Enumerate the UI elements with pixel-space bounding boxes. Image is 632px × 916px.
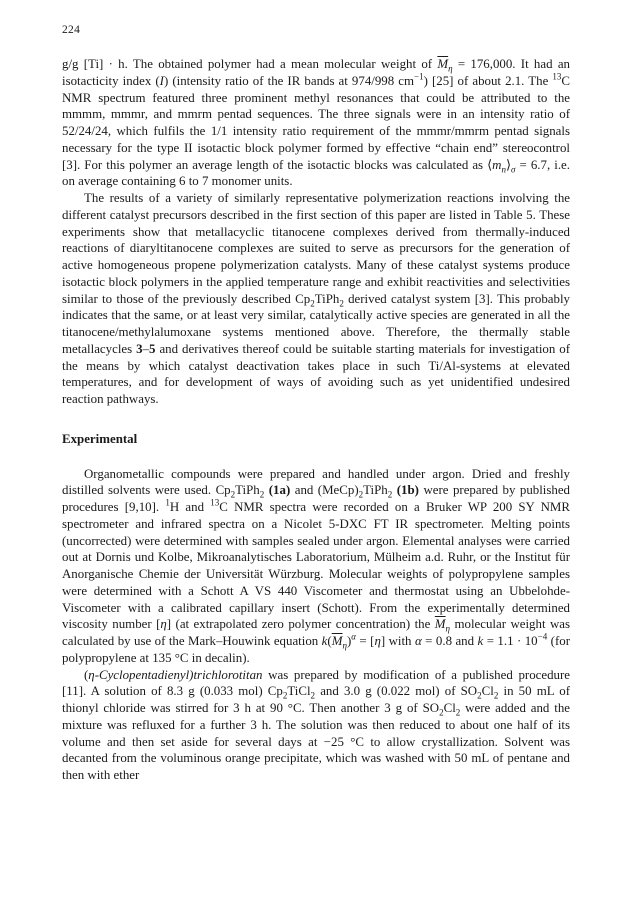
page-number: 224 xyxy=(62,24,81,36)
section-heading-experimental: Experimental xyxy=(62,431,138,446)
article-body xyxy=(62,56,570,784)
paragraph-polymerization-results: The results of a variety of similarly representative polymerization reactions involving the different catalyst precursors described in the first section of this paper are listed in Table 5. These experiments show that metallacyclic titanocene complexes derived from thermally-induced reactions of diaryltitanocene complexes are suited to serve as precursors for the generation of active homogeneous propene polymerization catalysts. Many of these catalyst systems produce isotactic block polymers in the applied temperature range and exhibit reactivities and selectivities similar to those of the previously described $Cp_2TiPh_2$ derived catalyst system [3]. This probably indicates that the same, or at least very similar, catalytically active species are generated in all the titanocene/methylalumoxane systems mentioned above. Therefore, the thermally stable metallacycles 3–5 and derivatives thereof could be suitable starting materials for investigation of the means by which catalyst deactivation takes place in such Ti/Al-systems at elevated temperatures, and for development of ways of avoiding such as yet unidentified undesired reaction pathways. xyxy=(62,191,570,406)
paragraph-polymer-properties: g/g [Ti] · h. The obtained polymer had a mean molecular weight of $\overline{M}_\eta = 176,000$. It had an isotacticity index (I) (intensity ratio of the IR bands at 974/998 $cm^{-1}$) [25] of about 2.1. The $^{13}$C NMR spectrum featured three prominent methyl resonances that could be attributed to the mmmm, mmmr, and mmrm pentad sequences. The three signals were in an intensity ratio of 52/24/24, which fulfils the 1/1 intensity ratio requirement of the mmmr/mmrm pentad signals necessary for the type II isotactic block polymer formed by effective “chain end” stereocontrol [3]. For this polymer an average length of the isotactic blocks was calculated as $⟨m_n⟩_\sigma = 6.7$, i.e. on average containing 6 to 7 monomer units. xyxy=(62,57,570,189)
paragraph-synthesis-procedure: (η-Cyclopentadienyl)trichlorotitan was prepared by modification of a published procedure [11]. A solution of 8.3 g (0.033 mol) $Cp_2TiCl_2$ and 3.0 g (0.022 mol) of $SO_2Cl_2$ in 50 mL of thionyl chloride was stirred for 3 h at 90 °C. Then another 3 g of $SO_2Cl_2$ were added and the mixture was refluxed for a further 3 h. The solution was then reduced to about one half of its volume and then set aside for several days at −25 °C to allow crystallization. Solvent was decanted from the voluminous orange precipitate, which was washed with 50 mL of pentane and then with ether xyxy=(62,667,571,782)
paragraph-experimental-methods: Organometallic compounds were prepared and handled under argon. Dried and freshly distilled solvents were used. $Cp_2TiPh_2$ (1a) and $(MeCp)_2TiPh_2$ (1b) were prepared by published procedures [9,10]. $^1$H and $^{13}$C NMR spectra were recorded on a Bruker WP 200 SY NMR spectrometer and infrared spectra on a Nicolet 5-DXC FT IR spectrometer. Melting points (uncorrected) were determined with samples sealed under argon. Elemental analyses were carried out at Dornis und Kolbe, Mikroanalytisches Laboratorium, Mülheim a.d. Ruhr, or the Institut für Anorganische Chemie der Universität Würzburg. Molecular weights of polypropylene samples were determined with a Schott A VS 440 Viscometer and thermostat using an Ubbelohde-Viscometer with a calibrated capillary insert (Schott). From the experimentally determined viscosity number [η] (at extrapolated zero polymer concentration) the $\overline{M}_\eta$ molecular weight was calculated by use of the Mark–Houwink equation $k(\overline{M}_\eta)^\alpha = [\eta]$ with α = 0.8 and $k = 1.1 \cdot 10^{-4}$ (for polypropylene at 135 °C in decalin). xyxy=(62,466,571,665)
